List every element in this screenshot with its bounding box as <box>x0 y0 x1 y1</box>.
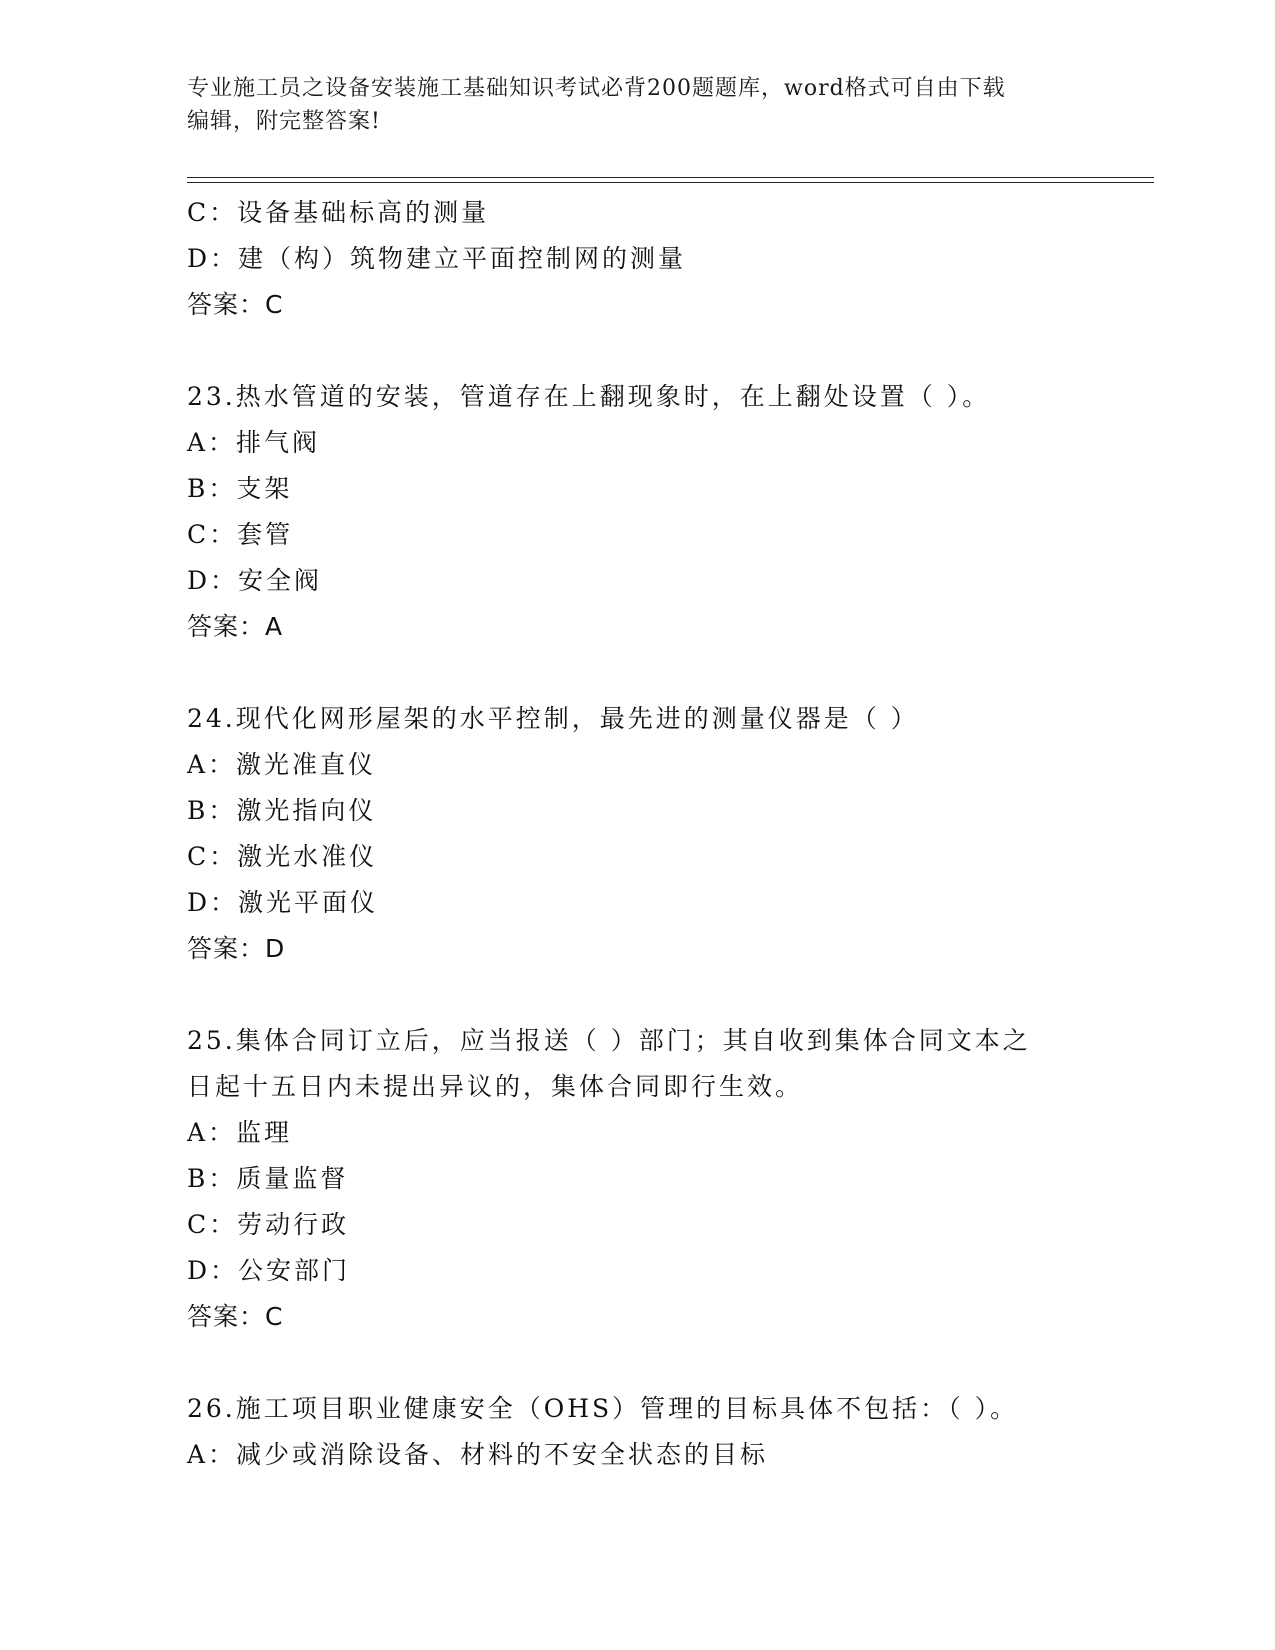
spacer <box>187 972 1087 1018</box>
header-divider-bottom <box>187 182 1154 183</box>
option-a: A：排气阀 <box>187 428 321 457</box>
question-stem: 26.施工项目职业健康安全（OHS）管理的目标具体不包括：（ ）。 <box>187 1394 1019 1423</box>
answer-line: 答案：D <box>187 934 286 963</box>
option-c: C：设备基础标高的测量 <box>187 198 490 227</box>
answer-line: 答案：C <box>187 1302 284 1331</box>
question-26 <box>187 1386 1087 1478</box>
document-header <box>187 72 1067 138</box>
question-stem: 23.热水管道的安装，管道存在上翻现象时，在上翻处设置（ ）。 <box>187 382 991 411</box>
option-a: A：激光准直仪 <box>187 750 377 779</box>
option-b: B：支架 <box>187 474 293 503</box>
header-title-line-1: 专业施工员之设备安装施工基础知识考试必背200题题库，word格式可自由下载 <box>187 76 1006 101</box>
spacer <box>187 328 1087 374</box>
question-23 <box>187 374 1087 650</box>
question-22-tail <box>187 190 1087 328</box>
question-24 <box>187 696 1087 972</box>
option-a: A：监理 <box>187 1118 293 1147</box>
question-stem-line-2: 日起十五日内未提出异议的，集体合同即行生效。 <box>187 1072 804 1101</box>
header-title-line-2: 编辑，附完整答案! <box>187 109 381 134</box>
spacer <box>187 1340 1087 1386</box>
option-d: D：公安部门 <box>187 1256 351 1285</box>
spacer <box>187 650 1087 696</box>
question-list <box>187 190 1087 1478</box>
option-c: C：套管 <box>187 520 294 549</box>
option-d: D：安全阀 <box>187 566 323 595</box>
answer-line: 答案：C <box>187 290 284 319</box>
option-b: B：质量监督 <box>187 1164 349 1193</box>
option-a: A：减少或消除设备、材料的不安全状态的目标 <box>187 1440 769 1469</box>
option-d: D：建（构）筑物建立平面控制网的测量 <box>187 244 687 273</box>
answer-line: 答案：A <box>187 612 284 641</box>
question-stem: 24.现代化网形屋架的水平控制，最先进的测量仪器是（ ） <box>187 704 919 733</box>
option-b: B：激光指向仪 <box>187 796 377 825</box>
question-stem-line-1: 25.集体合同订立后，应当报送（ ）部门；其自收到集体合同文本之 <box>187 1026 1031 1055</box>
header-divider-top <box>187 177 1154 178</box>
question-25 <box>187 1018 1087 1340</box>
option-c: C：激光水准仪 <box>187 842 378 871</box>
option-d: D：激光平面仪 <box>187 888 379 917</box>
option-c: C：劳动行政 <box>187 1210 350 1239</box>
